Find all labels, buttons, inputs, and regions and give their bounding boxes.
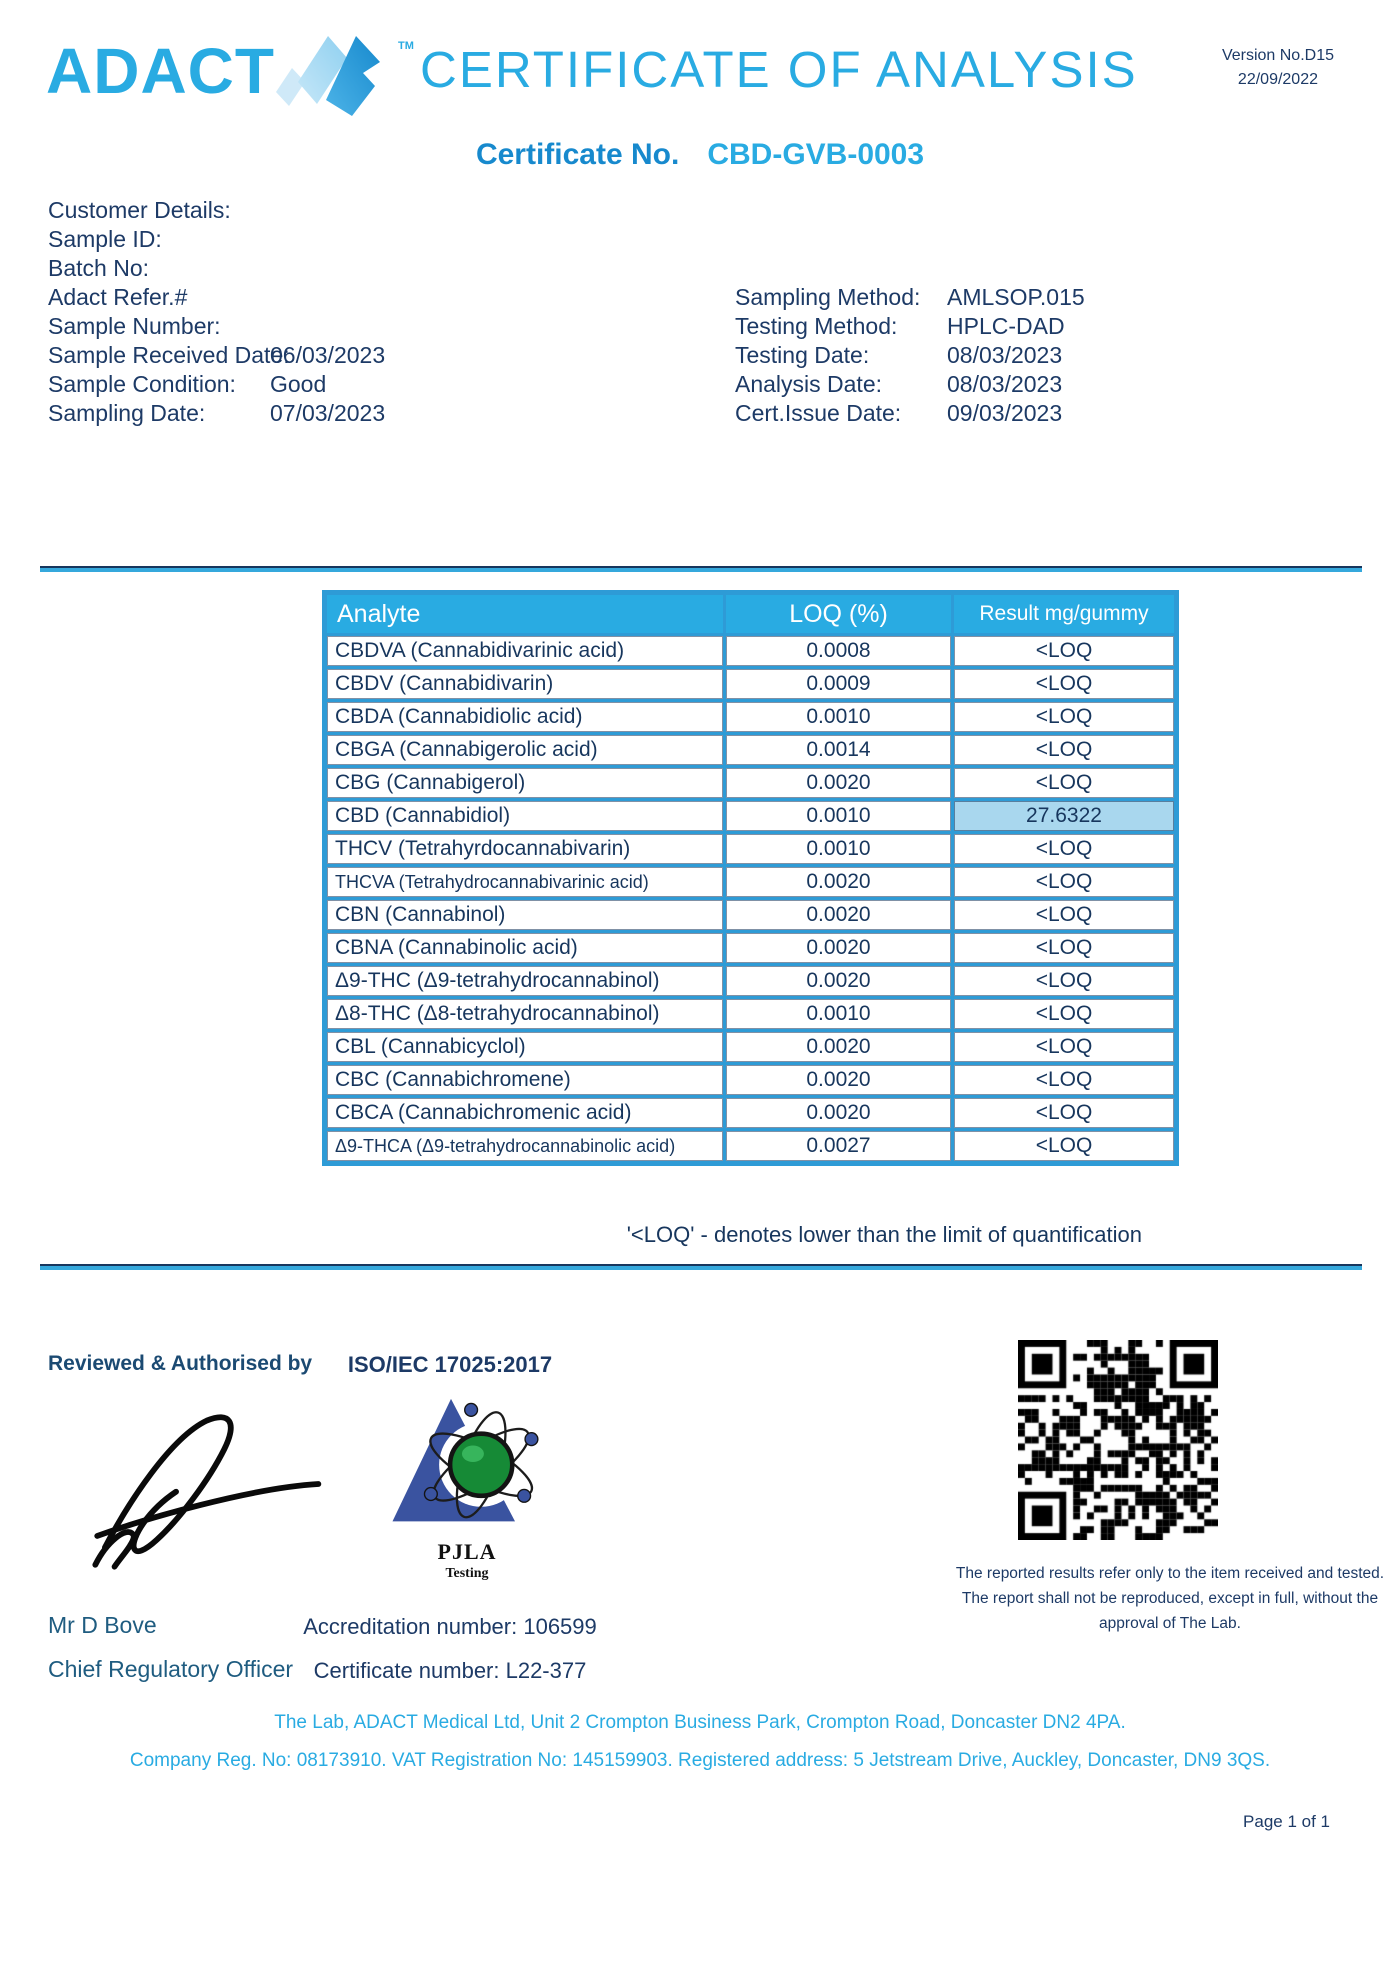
detail-value: 06/03/2023 bbox=[270, 342, 386, 368]
loq-cell: 0.0020 bbox=[726, 933, 951, 963]
table-row bbox=[327, 933, 1174, 963]
loq-cell: 0.0020 bbox=[726, 1032, 951, 1062]
loq-cell: 0.0009 bbox=[726, 669, 951, 699]
analyte-cell: CBG (Cannabigerol) bbox=[327, 768, 723, 798]
table-row bbox=[327, 1098, 1174, 1128]
detail-value: AMLSOP.015 bbox=[947, 284, 1085, 310]
page-number: Page 1 of 1 bbox=[1243, 1812, 1330, 1831]
certificate-number: CBD-GVB-0003 bbox=[707, 138, 925, 171]
analyte-cell: THCVA (Tetrahydrocannabivarinic acid) bbox=[327, 867, 723, 897]
table-row bbox=[327, 867, 1174, 897]
table-row bbox=[327, 801, 1174, 831]
result-cell: <LOQ bbox=[954, 1131, 1174, 1161]
loq-cell: 0.0008 bbox=[726, 636, 951, 666]
table-row bbox=[327, 999, 1174, 1029]
signer-name: Mr D Bove bbox=[48, 1612, 157, 1638]
detail-row bbox=[48, 254, 385, 283]
detail-label: Sampling Date: bbox=[48, 400, 206, 426]
detail-label: Testing Method: bbox=[735, 313, 898, 339]
sample-details-left bbox=[48, 196, 385, 428]
reviewed-heading: Reviewed & Authorised by bbox=[48, 1352, 313, 1375]
section-divider bbox=[40, 1264, 1362, 1270]
detail-label: Customer Details: bbox=[48, 197, 231, 223]
loq-cell: 0.0010 bbox=[726, 702, 951, 732]
analyte-cell: CBN (Cannabinol) bbox=[327, 900, 723, 930]
detail-row bbox=[48, 225, 385, 254]
results-table-body bbox=[327, 636, 1174, 1161]
detail-label: Cert.Issue Date: bbox=[735, 400, 902, 426]
detail-row bbox=[48, 370, 385, 399]
detail-value: HPLC-DAD bbox=[947, 313, 1065, 339]
analyte-cell: CBNA (Cannabinolic acid) bbox=[327, 933, 723, 963]
footer-address: The Lab, ADACT Medical Ltd, Unit 2 Crompton Business Park, Crompton Road, Doncaster DN2 4PA. bbox=[274, 1712, 1126, 1733]
detail-label: Batch No: bbox=[48, 255, 149, 281]
result-cell: <LOQ bbox=[954, 669, 1174, 699]
detail-label: Testing Date: bbox=[735, 342, 870, 368]
detail-label: Sample Condition: bbox=[48, 371, 236, 397]
certificate-number-line bbox=[0, 138, 1400, 172]
certificate-no-label: Certificate No. bbox=[475, 138, 680, 171]
detail-label: Sampling Method: bbox=[735, 284, 921, 310]
pjla-accreditation-logo bbox=[382, 1392, 552, 1582]
accreditation-certificate-number: Certificate number: L22-377 bbox=[313, 1658, 587, 1683]
detail-label: Analysis Date: bbox=[735, 371, 883, 397]
analyte-cell: CBD (Cannabidiol) bbox=[327, 801, 723, 831]
signer-title: Chief Regulatory Officer bbox=[48, 1656, 294, 1682]
adact-logo-icon bbox=[268, 28, 398, 125]
detail-row bbox=[48, 399, 385, 428]
detail-row bbox=[48, 341, 385, 370]
accreditation-number: Accreditation number: 106599 bbox=[303, 1614, 597, 1639]
result-cell: <LOQ bbox=[954, 1098, 1174, 1128]
pjla-logo-subtext: Testing bbox=[445, 1566, 489, 1581]
analyte-cell: CBDA (Cannabidiolic acid) bbox=[327, 702, 723, 732]
table-row bbox=[327, 768, 1174, 798]
loq-column-header: LOQ (%) bbox=[726, 595, 951, 633]
result-cell: <LOQ bbox=[954, 999, 1174, 1029]
detail-label: Adact Refer.# bbox=[48, 284, 188, 310]
analyte-cell: CBDVA (Cannabidivarinic acid) bbox=[327, 636, 723, 666]
loq-cell: 0.0020 bbox=[726, 768, 951, 798]
adact-wordmark: ADACT bbox=[46, 35, 275, 107]
result-cell: <LOQ bbox=[954, 1032, 1174, 1062]
version-number: Version No.D15 bbox=[1221, 47, 1334, 64]
detail-label: Sample ID: bbox=[48, 226, 162, 252]
detail-value: 08/03/2023 bbox=[947, 371, 1063, 397]
version-date: 22/09/2022 bbox=[1237, 71, 1318, 88]
results-table bbox=[322, 590, 1179, 1166]
table-row bbox=[327, 1065, 1174, 1095]
qr-code bbox=[1018, 1340, 1218, 1540]
result-cell: <LOQ bbox=[954, 735, 1174, 765]
loq-cell: 0.0027 bbox=[726, 1131, 951, 1161]
loq-cell: 0.0020 bbox=[726, 1098, 951, 1128]
result-column-header: Result mg/gummy bbox=[954, 595, 1174, 633]
sample-details-right bbox=[735, 283, 1085, 428]
analyte-cell: CBC (Cannabichromene) bbox=[327, 1065, 723, 1095]
table-row bbox=[327, 1032, 1174, 1062]
result-cell: <LOQ bbox=[954, 636, 1174, 666]
table-row bbox=[327, 1131, 1174, 1161]
table-header-row bbox=[327, 595, 1174, 633]
result-cell: 27.6322 bbox=[954, 801, 1174, 831]
detail-value: 09/03/2023 bbox=[947, 400, 1063, 426]
result-cell: <LOQ bbox=[954, 933, 1174, 963]
detail-row bbox=[735, 283, 1085, 312]
analyte-cell: CBGA (Cannabigerolic acid) bbox=[327, 735, 723, 765]
result-cell: <LOQ bbox=[954, 1065, 1174, 1095]
result-cell: <LOQ bbox=[954, 966, 1174, 996]
iso-standard-heading: ISO/IEC 17025:2017 bbox=[347, 1352, 553, 1377]
detail-row bbox=[735, 399, 1085, 428]
detail-row bbox=[735, 370, 1085, 399]
detail-row bbox=[735, 341, 1085, 370]
section-divider bbox=[40, 566, 1362, 572]
table-row bbox=[327, 966, 1174, 996]
loq-cell: 0.0020 bbox=[726, 1065, 951, 1095]
detail-value: 08/03/2023 bbox=[947, 342, 1063, 368]
result-cell: <LOQ bbox=[954, 768, 1174, 798]
analyte-cell: THCV (Tetrahyrdocannabivarin) bbox=[327, 834, 723, 864]
table-row bbox=[327, 735, 1174, 765]
table-row bbox=[327, 636, 1174, 666]
result-cell: <LOQ bbox=[954, 867, 1174, 897]
trademark-symbol: TM bbox=[398, 40, 414, 52]
loq-cell: 0.0010 bbox=[726, 834, 951, 864]
footer-registration: Company Reg. No: 08173910. VAT Registration No: 145159903. Registered address: 5 Jetstream Drive, Auckley, Doncaster, DN9 3QS. bbox=[129, 1750, 1271, 1771]
analyte-cell: Δ9-THC (Δ9-tetrahydrocannabinol) bbox=[327, 966, 723, 996]
loq-cell: 0.0010 bbox=[726, 801, 951, 831]
table-row bbox=[327, 669, 1174, 699]
detail-row bbox=[48, 312, 385, 341]
analyte-cell: CBL (Cannabicyclol) bbox=[327, 1032, 723, 1062]
analyte-column-header: Analyte bbox=[327, 595, 723, 633]
result-cell: <LOQ bbox=[954, 834, 1174, 864]
pjla-logo-word: PJLA bbox=[437, 1539, 497, 1564]
table-row bbox=[327, 834, 1174, 864]
analyte-cell: Δ9-THCA (Δ9-tetrahydrocannabinolic acid) bbox=[327, 1131, 723, 1161]
loq-cell: 0.0010 bbox=[726, 999, 951, 1029]
detail-label: Sample Received Date: bbox=[48, 342, 290, 368]
detail-value: 07/03/2023 bbox=[270, 400, 386, 426]
table-row bbox=[327, 900, 1174, 930]
detail-row bbox=[48, 283, 385, 312]
loq-note: '<LOQ' - denotes lower than the limit of quantification bbox=[626, 1222, 1142, 1247]
loq-cell: 0.0014 bbox=[726, 735, 951, 765]
detail-row bbox=[735, 312, 1085, 341]
loq-cell: 0.0020 bbox=[726, 867, 951, 897]
result-cell: <LOQ bbox=[954, 702, 1174, 732]
page-title: CERTIFICATE OF ANALYSIS bbox=[420, 41, 1138, 98]
results-disclaimer: The reported results refer only to the item received and tested. The report shall not be reproduced, except in full, without the approval of The Lab. bbox=[955, 1565, 1385, 1632]
detail-value: Good bbox=[270, 371, 327, 397]
analyte-cell: CBDV (Cannabidivarin) bbox=[327, 669, 723, 699]
version-block bbox=[1222, 44, 1334, 92]
result-cell: <LOQ bbox=[954, 900, 1174, 930]
analyte-cell: Δ8-THC (Δ8-tetrahydrocannabinol) bbox=[327, 999, 723, 1029]
table-row bbox=[327, 702, 1174, 732]
loq-cell: 0.0020 bbox=[726, 900, 951, 930]
detail-label: Sample Number: bbox=[48, 313, 221, 339]
analyte-cell: CBCA (Cannabichromenic acid) bbox=[327, 1098, 723, 1128]
signature-image bbox=[78, 1392, 328, 1582]
loq-cell: 0.0020 bbox=[726, 966, 951, 996]
detail-row bbox=[48, 196, 385, 225]
